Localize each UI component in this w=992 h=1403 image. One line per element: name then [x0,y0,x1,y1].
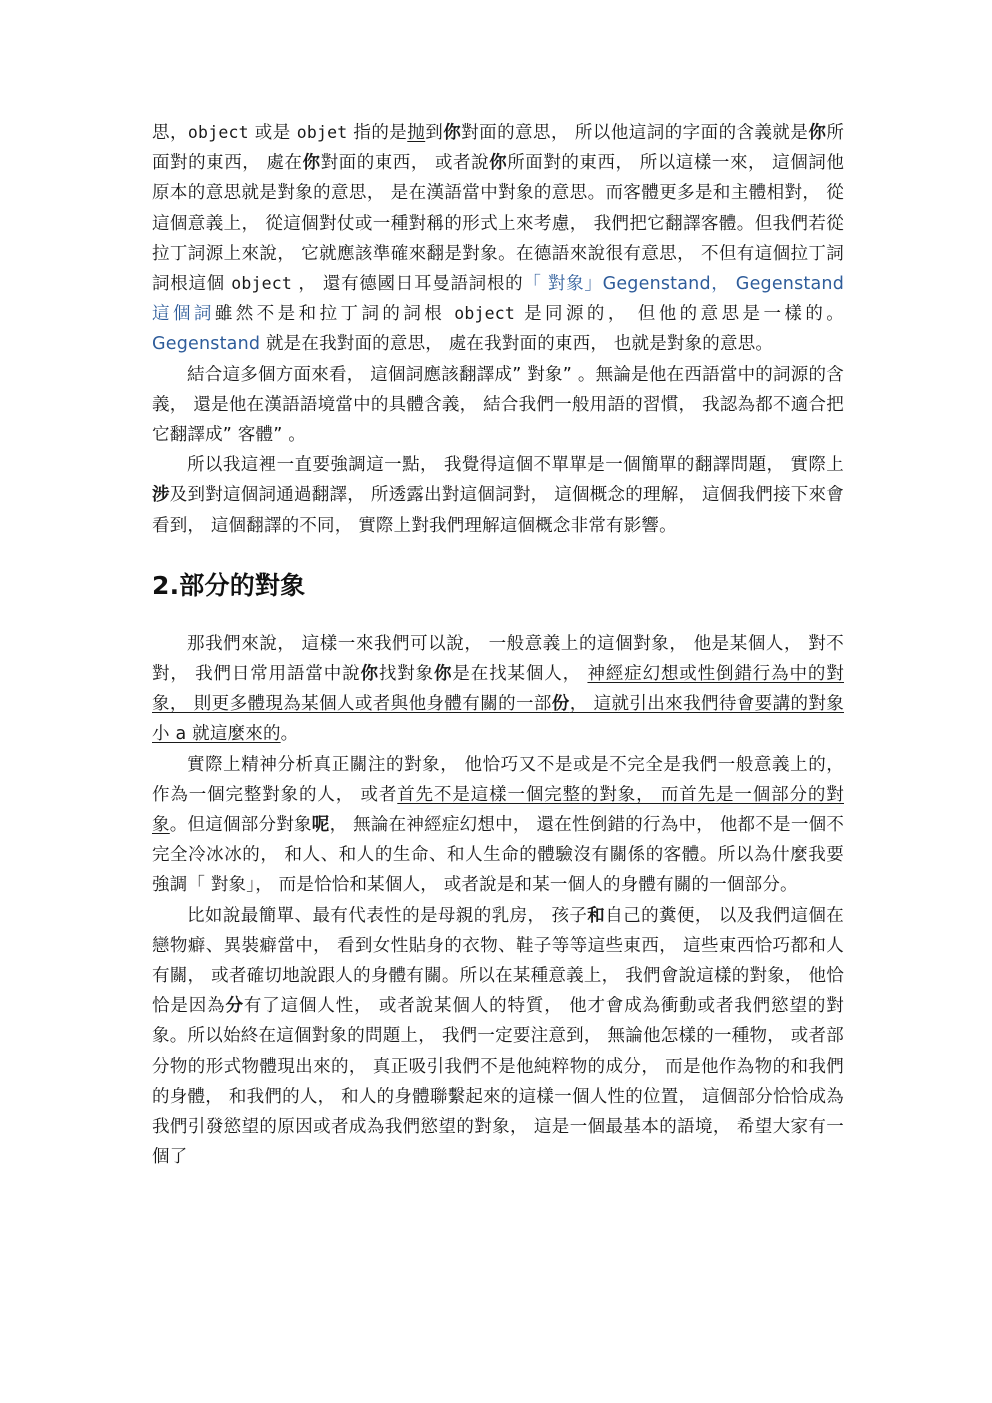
text-run-bold: 你 [489,153,508,174]
text-run: 及到對這個詞通過翻譯， 所透露出對這個詞對， 這個概念的理解， 這個我們接下來會看到， 這個翻譯的不同， 實際上對我們理解這個概念非常有影響。 [152,485,845,536]
text-run: 思， [152,123,188,143]
paragraph-2: 結合這多個方面來看， 這個詞應該翻譯成” 對象” 。無論是他在西語當中的詞源的含義， 還是他在漢語語境當中的具體含義， 結合我們一般用語的習慣， 我認為都不適合把它翻譯成” 客體” 。 [152,364,844,446]
text-run: 到 [425,123,444,143]
text-run-bold: 你 [434,664,453,685]
text-run: 實際上精神分析真正關注的對象， 他恰巧又不是或是不完全是我們一般意義上的， 作為一個完整對象的人， 或者 [152,754,844,805]
text-run-underlined: 抛 [407,123,426,143]
text-run: 對面的意思， 所以他這詞的字面的含義就是 [461,123,809,143]
text-run-bold: 你 [302,153,321,174]
term-object: object [187,123,249,142]
text-run: ， 還有德國日耳曼語詞根的 [292,274,524,295]
text-run: 那我們來說， 這樣一來我們可以說， 一般意義上的這個對象， 他是某個人， 對不對， 我們日常用語當中說 [152,633,844,685]
text-run-underlined: 首先不是這樣一個完整的對象， 而首先是一個部分的對象 [152,784,844,836]
paragraph-3 [152,450,844,541]
text-run-bold-underlined: 份 [551,694,570,715]
paragraph-6 [152,901,844,1173]
text-run: 是在找某個人， [452,664,588,685]
text-run-bold: 和 [587,905,606,926]
text-run-bold: 你 [808,123,827,143]
text-run: 自己的糞便， 以及我們這個在戀物癖、異裝癖當中， 看到女性貼身的衣物、鞋子等等這些東西， 這些東西恰巧都和人有關， 或者確切地說跟人的身體有關。所以在某種意義上， 我們會說這樣的對象， 他恰恰是因為 [152,905,844,1017]
term-object: object [231,274,293,294]
paragraph-1 [152,118,844,360]
text-run-bold: 分 [225,996,244,1017]
term-gegenstand: Gegenstand [152,334,261,355]
text-run-underlined: ， 這就引出來我們待會要講的對象小 a 就這麼來的 [152,694,844,745]
text-run: 。 [280,724,299,745]
text-run: 對面的東西， 或者說 [320,153,490,174]
text-run: 比如說最簡單、最有代表性的是母親的乳房， 孩子 [187,905,588,926]
text-run: 所面對的東西， 處在 [152,123,845,174]
text-run: 所面對的東西， 所以這樣一來， 這個詞他原本的意思就是對象的意思， 是在漢語當中對象的意思。而客體更多是和主體相對， 從這個意義上， 從這個對仗或一種對稱的形式上來考慮， 我們把它翻譯客體。但我們若從拉丁詞源上來說， 它就應該準確來翻是對象。在德語來說很有意思， 不但有這個拉丁詞詞根這個 [152,153,845,295]
text-run: 或是 [248,123,297,143]
text-run: 指的是 [347,123,408,143]
term-object: object [454,304,516,324]
text-run: 雖然不是和拉丁詞的詞根 [214,304,455,325]
text-run: 找對象 [378,664,435,685]
paragraph-5 [152,750,844,901]
text-run: 。但這個部分對象 [169,815,312,836]
text-run-underlined: 神經症幻想或性倒錯行為中的對象， 則更多體現為某個人或者與他身體有關的一部 [152,664,844,715]
term-objet: objet [296,123,348,142]
text-run: 是同源的， 但他的意思是一樣的。 [515,304,844,325]
text-run-bold: 呢 [311,815,330,836]
text-run: ， 無論在神經症幻想中， 還在性倒錯的行為中， 他都不是一個不完全冷冰冰的， 和人、和人的生命、和人生命的體驗沒有關係的客體。所以為什麼我要強調「 對象」， 而是恰恰和某個人， 或者說是和某一個人的身體有關的一個部分。 [152,815,845,896]
document-body [152,118,844,1173]
paragraph-4 [152,629,844,750]
term-gegenstand: 「 對象」Gegenstand， Gegenstand 這個詞 [152,274,845,325]
text-run: 有了這個人性， 或者說某個人的特質， 他才會成為衝動或者我們慾望的對象。所以始終在這個對象的問題上， 我們一定要注意到， 無論他怎樣的一種物， 或者部分物的形式物體現出來的， 真正吸引我們不是他純粹物的成分， 而是他作為物的和我們的身體， 和我們的人， 和人的身體聯繫起來的這樣一個人性的位置， 這個部分恰恰成為我們引發慾望的原因或者成為我們慾望的對象， 這是一個最基本的語境， 希望大家有一個了 [152,996,844,1168]
text-run-bold: 涉 [152,485,170,506]
text-run: 就是在我對面的意思， 處在我對面的東西， 也就是對象的意思。 [260,334,774,355]
text-run-bold: 你 [443,123,462,143]
section-heading: 2.部分的對象 [152,570,306,600]
text-run-bold: 你 [360,664,379,685]
text-run: 所以我這裡一直要強調這一點， 我覺得這個不單單是一個簡單的翻譯問題， 實際上 [187,455,844,476]
